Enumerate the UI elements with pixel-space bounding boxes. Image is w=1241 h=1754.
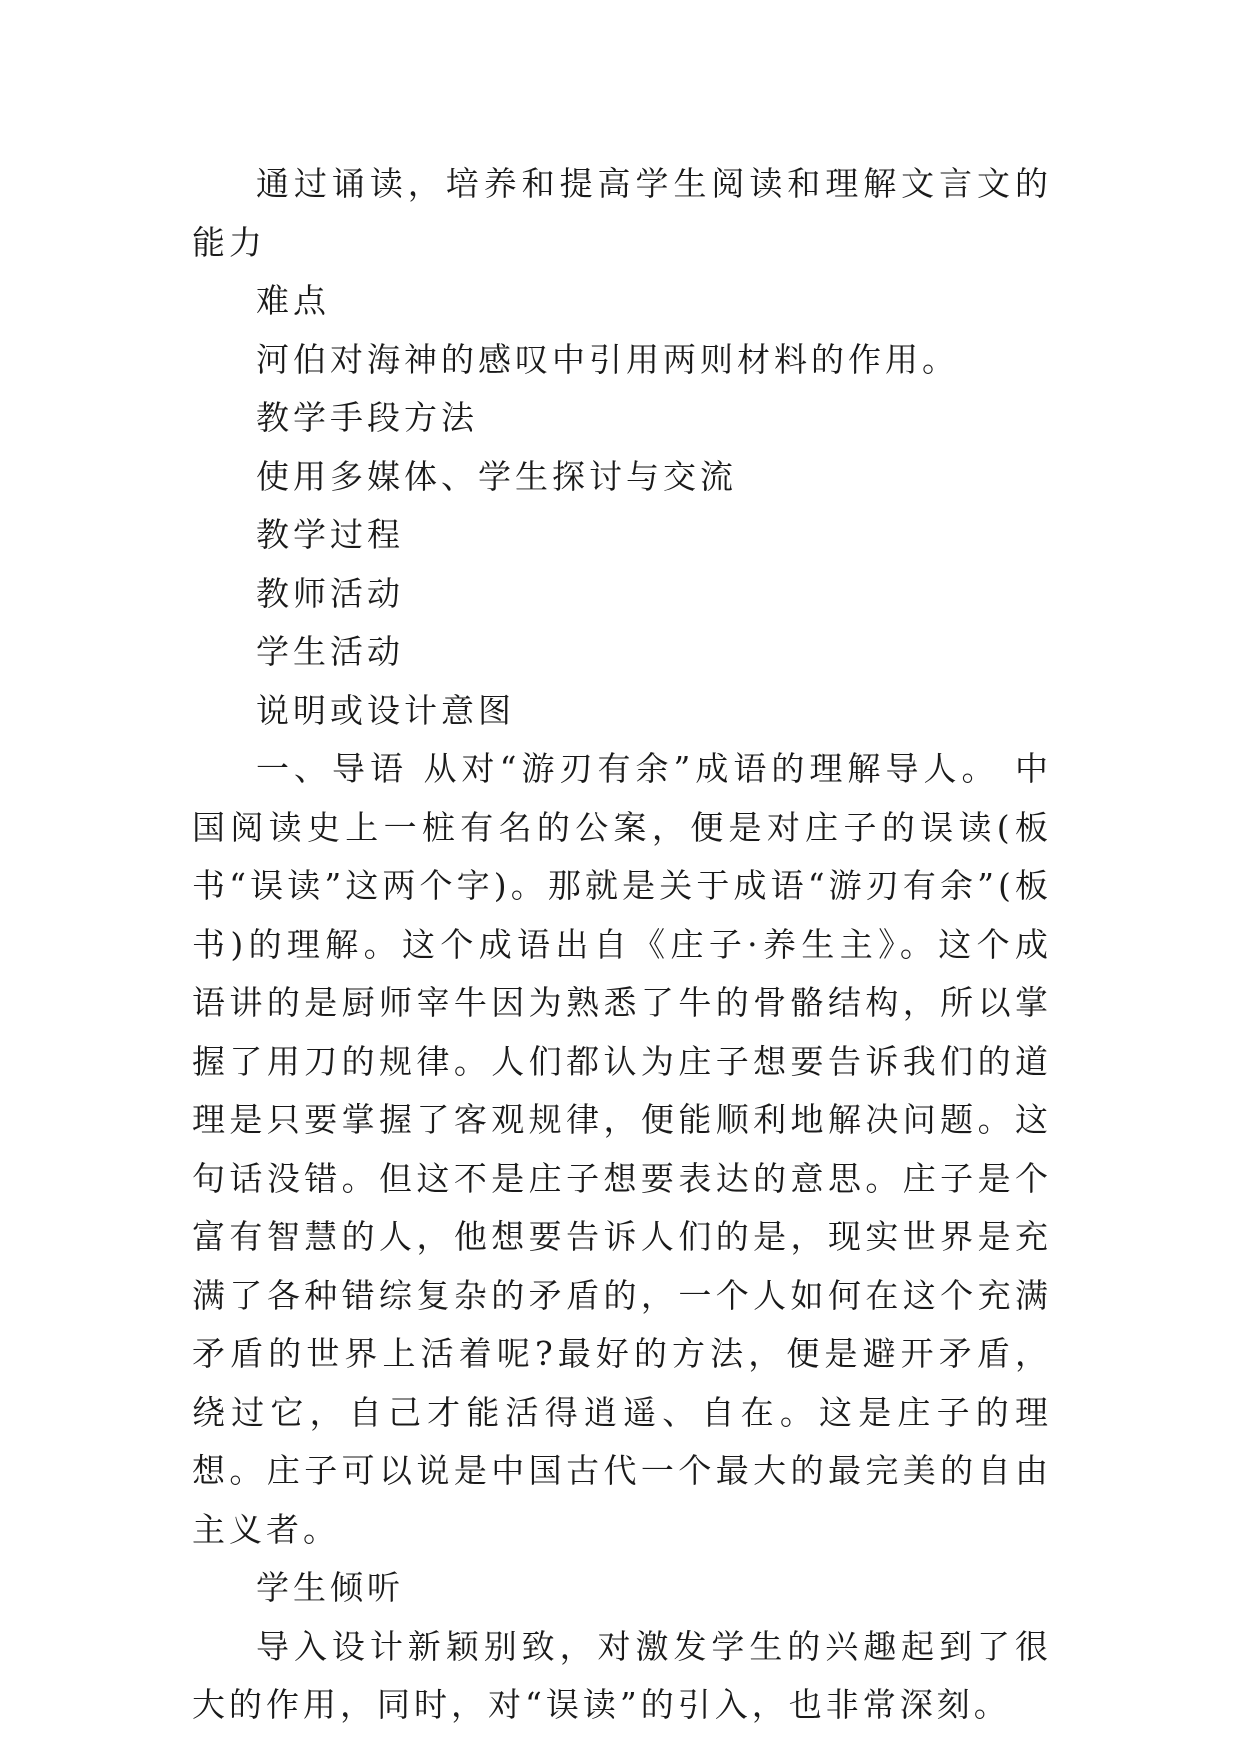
heading-teaching-methods: 教学手段方法	[256, 398, 478, 437]
label-teacher-activity: 教师活动	[256, 573, 404, 613]
paragraph-teaching-methods: 使用多媒体、学生探讨与交流	[256, 456, 737, 496]
paragraph-objective: 通过诵读，培养和提高学生阅读和理解文言文的能力	[192, 164, 1052, 262]
document-body	[192, 155, 1052, 1735]
paragraph-student-listening: 学生倾听	[256, 1568, 404, 1607]
paragraph-difficulty: 河伯对海神的感叹中引用两则材料的作用。	[256, 339, 959, 379]
label-design-intent: 说明或设计意图	[256, 690, 515, 730]
heading-difficulty: 难点	[256, 281, 330, 320]
paragraph-design-comment: 导入设计新颖别致，对激发学生的兴趣起到了很大的作用，同时，对“误读”的引入，也非常深刻。	[192, 1626, 1052, 1724]
label-student-activity: 学生活动	[256, 632, 404, 671]
heading-teaching-process: 教学过程	[256, 515, 404, 554]
paragraph-introduction: 一、导语 从对“游刃有余”成语的理解导人。 中国阅读史上一桩有名的公案，便是对庄子的误读(板书“误读”这两个字)。那就是关于成语“游刃有余”(板书)的理解。这个成语出自《庄子·养生主》。这个成语讲的是厨师宰牛因为熟悉了牛的骨骼结构，所以掌握了用刀的规律。人们都认为庄子想要告诉我们的道理是只要掌握了客观规律，便能顺利地解决问题。这句话没错。但这不是庄子想要表达的意思。庄子是个富有智慧的人，他想要告诉人们的是，现实世界是充满了各种错综复杂的矛盾的，一个人如何在这个充满矛盾的世界上活着呢?最好的方法，便是避开矛盾，绕过它，自己才能活得逍遥、自在。这是庄子的理想。庄子可以说是中国古代一个最大的最完美的自由主义者。	[192, 749, 1052, 1549]
